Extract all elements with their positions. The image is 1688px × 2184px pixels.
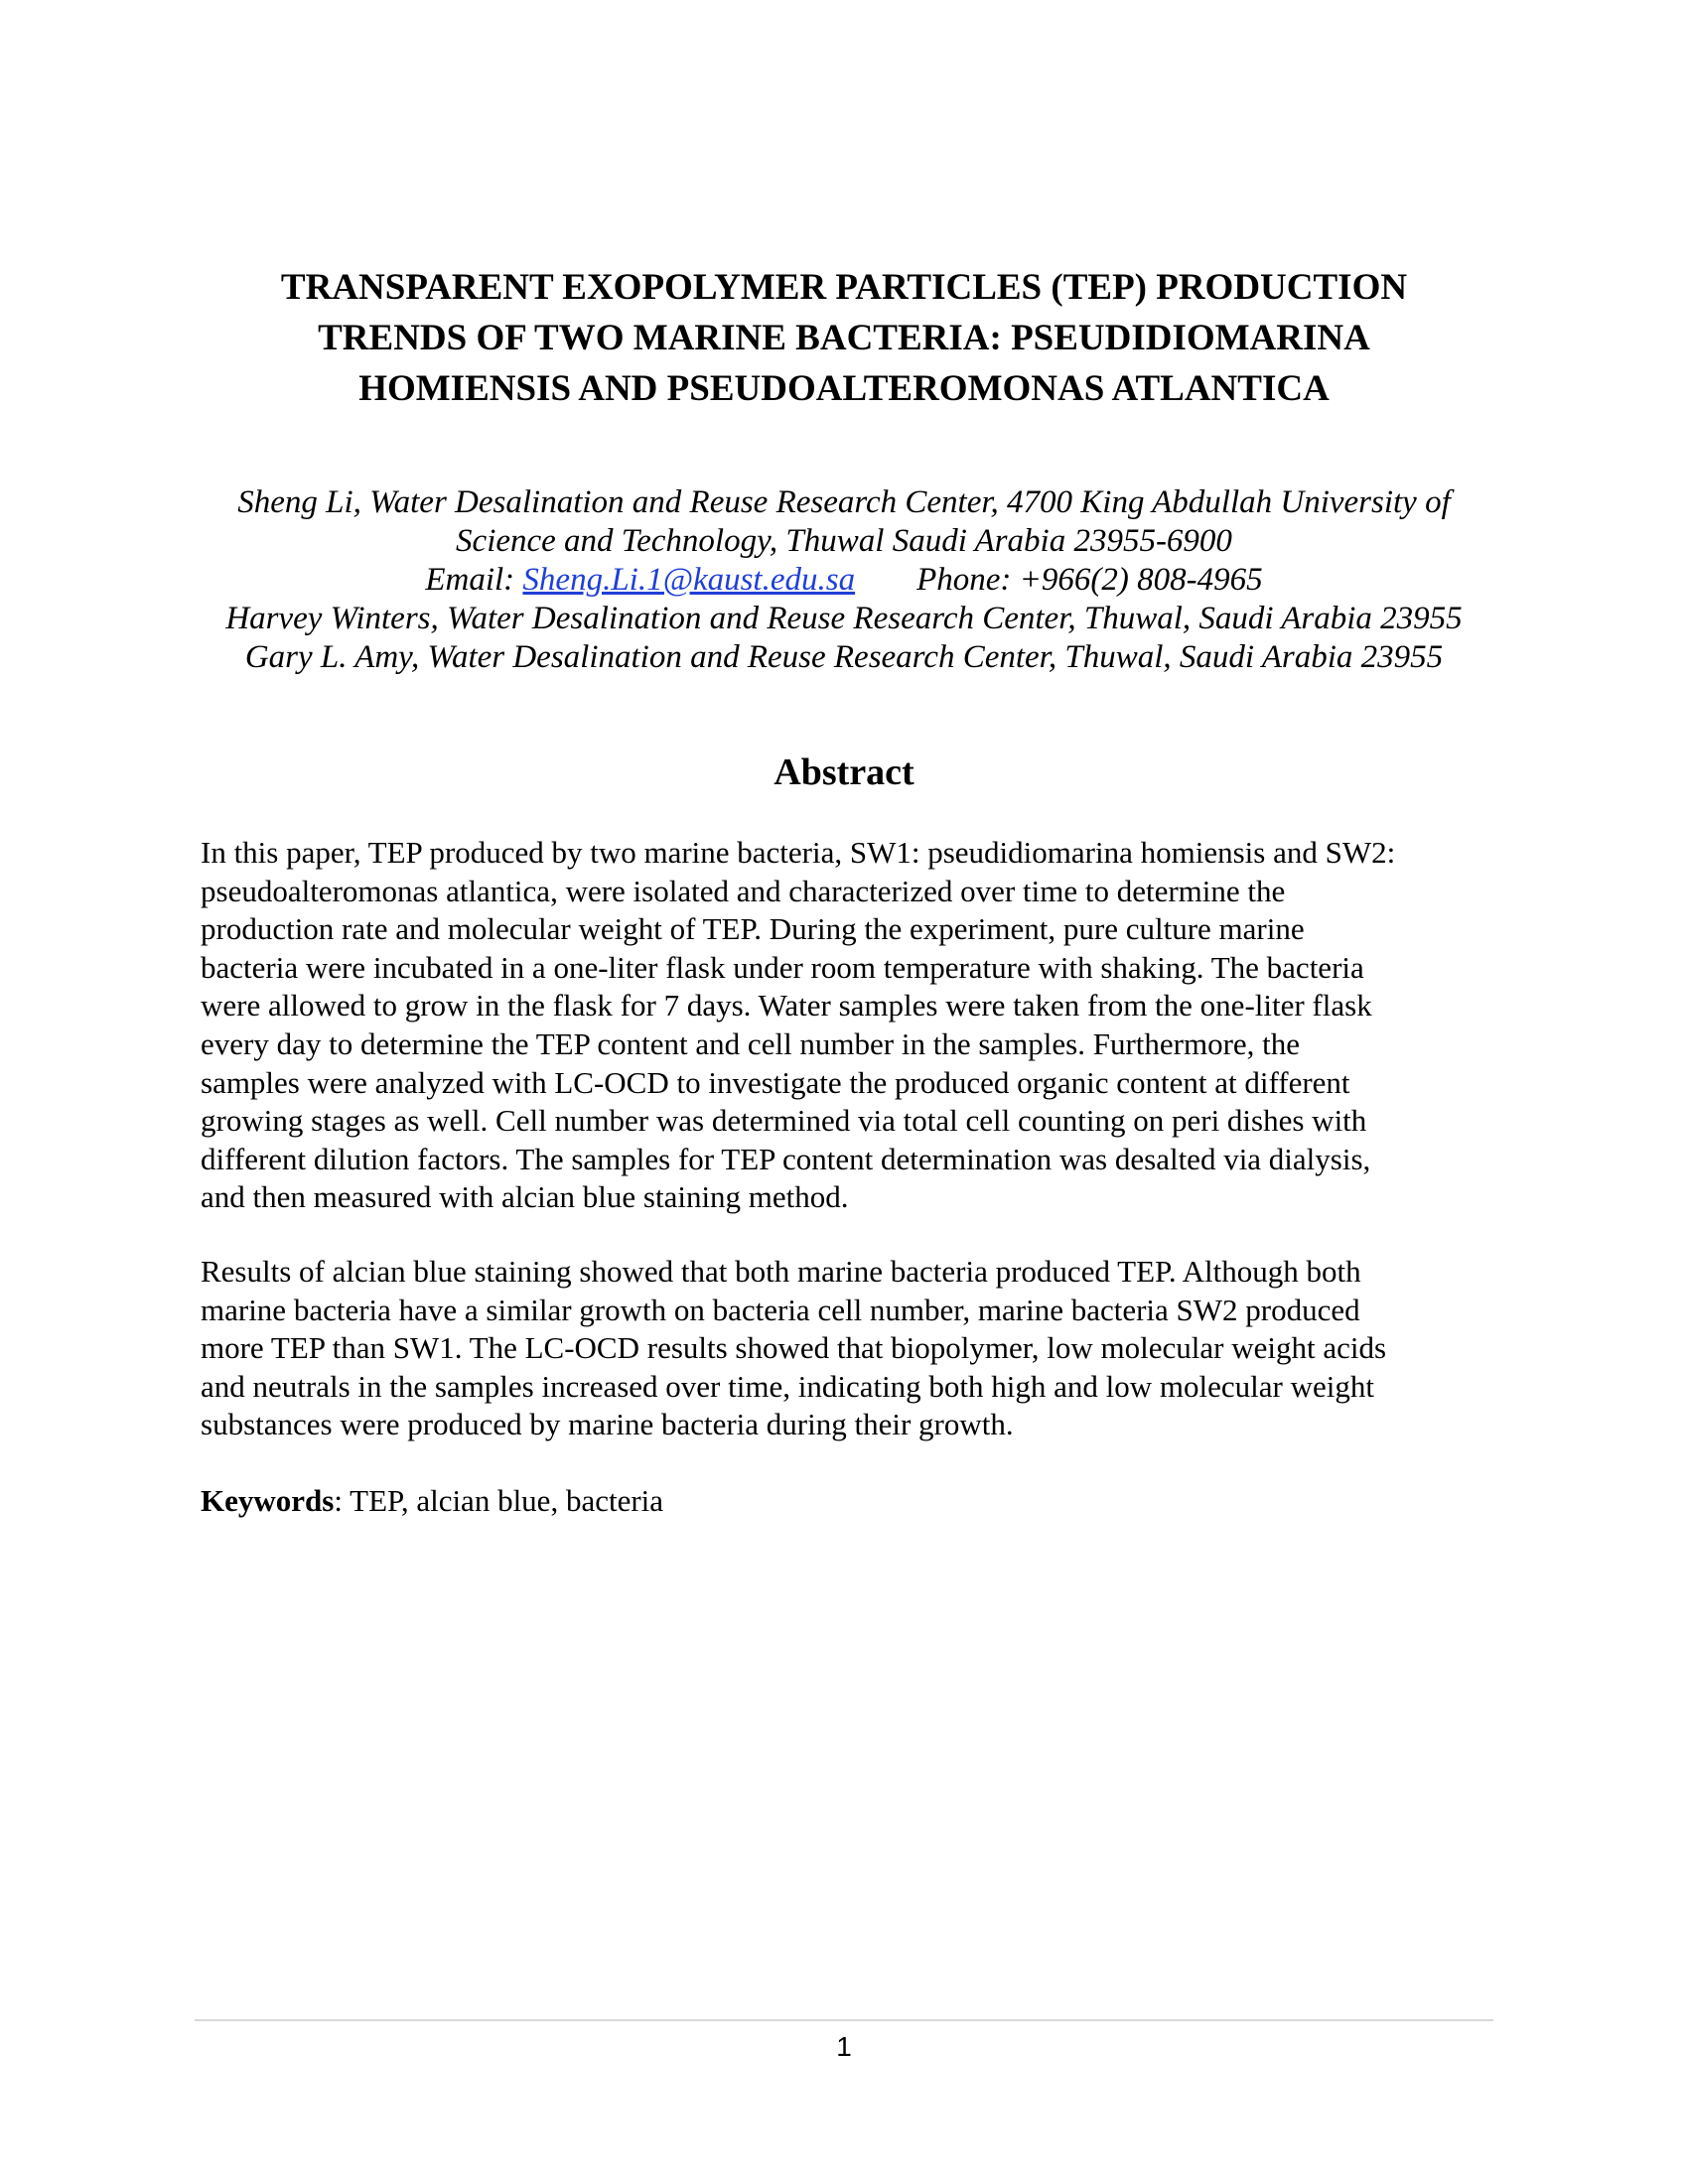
text-line: pseudoalteromonas atlantica, were isolated and characterized over time to determine the [201, 873, 1286, 908]
author-affiliation-line: Gary L. Amy, Water Desalination and Reuse Research Center, Thuwal, Saudi Arabia 23955 [244, 639, 1444, 675]
email-label: Email: [425, 562, 523, 598]
text-line: growing stages as well. Cell number was determined via total cell counting on peri dishes with [201, 1103, 1367, 1139]
text-line: production rate and molecular weight of TEP. During the experiment, pure culture marine [201, 911, 1305, 947]
abstract-paragraph-1 [201, 834, 1491, 1217]
text-line: substances were produced by marine bacteria during their growth. [201, 1407, 1014, 1442]
author-affiliation-line: Science and Technology, Thuwal Saudi Arabia 23955-6900 [456, 523, 1232, 559]
keywords-value: TEP, alcian blue, bacteria [350, 1483, 664, 1518]
text-line: Results of alcian blue staining showed that both marine bacteria produced TEP. Although both [201, 1254, 1361, 1289]
author-affiliation-line: Harvey Winters, Water Desalination and Reuse Research Center, Thuwal, Saudi Arabia 23955 [225, 601, 1463, 636]
text-line: samples were analyzed with LC-OCD to investigate the produced organic content at different [201, 1064, 1350, 1100]
email-link[interactable]: Sheng.Li.1@kaust.edu.sa [522, 562, 856, 598]
paper-title [199, 262, 1489, 414]
page-number: 1 [836, 2031, 852, 2062]
text-line: more TEP than SW1. The LC-OCD results showed that biopolymer, low molecular weight acids [201, 1330, 1387, 1366]
text-line: were allowed to grow in the flask for 7 days. Water samples were taken from the one-liter flask [201, 988, 1372, 1024]
title-line: HOMIENSIS AND PSEUDOALTEROMONAS ATLANTICA [358, 368, 1330, 409]
text-line: marine bacteria have a similar growth on bacteria cell number, marine bacteria SW2 produced [201, 1292, 1360, 1327]
text-line: bacteria were incubated in a one-liter flask under room temperature with shaking. The bacteria [201, 949, 1364, 985]
keywords-line [201, 1482, 663, 1520]
text-line: and neutrals in the samples increased over time, indicating both high and low molecular weight [201, 1368, 1374, 1404]
text-line: different dilution factors. The samples for TEP content determination was desalted via dialysis, [201, 1141, 1371, 1176]
keywords-label: Keywords [201, 1483, 335, 1518]
title-line: TRANSPARENT EXOPOLYMER PARTICLES (TEP) PRODUCTION [280, 267, 1408, 308]
text-line: every day to determine the TEP content and cell number in the samples. Furthermore, the [201, 1025, 1301, 1061]
phone-number: Phone: +966(2) 808-4965 [916, 562, 1263, 598]
text-line: In this paper, TEP produced by two marine bacteria, SW1: pseudidiomarina homiensis and SW2: [201, 835, 1396, 870]
author-affiliation-line: Sheng Li, Water Desalination and Reuse Research Center, 4700 King Abdullah University of [237, 484, 1451, 520]
contact-line [149, 561, 1539, 600]
title-line: TRENDS OF TWO MARINE BACTERIA: PSEUDIDIOMARINA [318, 318, 1370, 358]
abstract-paragraph-2 [201, 1253, 1491, 1444]
abstract-heading: Abstract [774, 751, 914, 793]
author-block [149, 483, 1539, 677]
footer-divider [195, 2019, 1493, 2021]
keywords-separator: : [334, 1483, 351, 1518]
text-line: and then measured with alcian blue staining method. [201, 1179, 849, 1215]
